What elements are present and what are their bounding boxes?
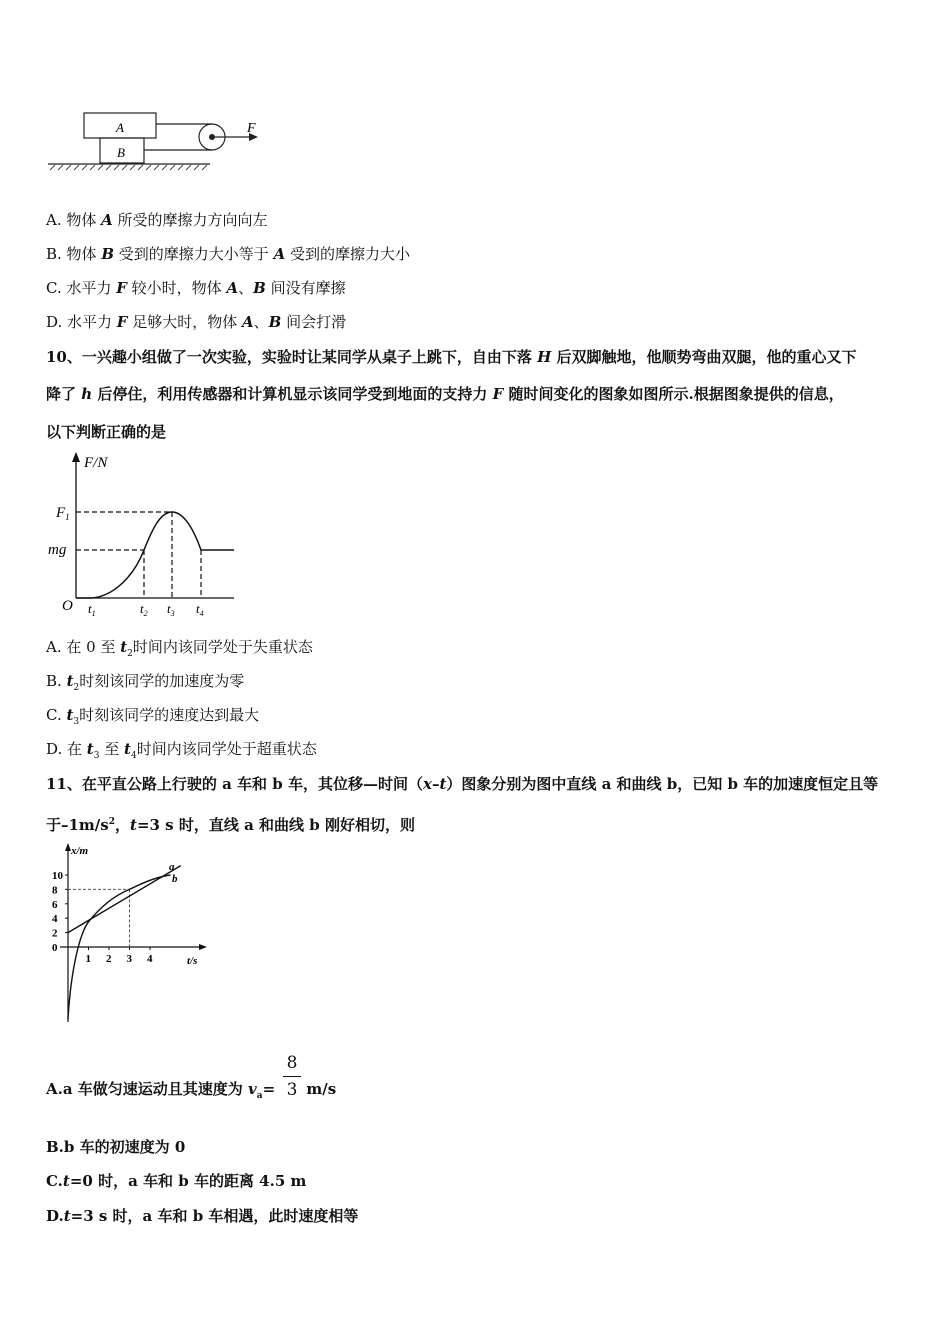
q10-option-d: D. 在 $t_3$ 至 $t_4$时间内该同学处于超重状态: [46, 740, 317, 761]
force-curve: [76, 512, 234, 598]
y-tick-label: 6: [52, 898, 58, 911]
y-tick-label: 10: [52, 870, 63, 882]
q11-option-d: D.t=3 s 时，a 车和 b 车相遇，此时速度相等: [46, 1207, 359, 1225]
y-tick-label: 4: [52, 913, 58, 926]
label-b: B: [117, 145, 125, 160]
q11-stem-line2: 于$-1m/s^2$，t=3 s 时，直线 a 和曲线 b 刚好相切，则: [46, 816, 415, 834]
q10-option-c: C. $t_3$时刻该同学的速度达到最大: [46, 706, 260, 727]
fraction-numerator: 8: [286, 1053, 298, 1073]
x-tick-label: 3: [126, 953, 132, 965]
q10-stem-line1: 10、一兴趣小组做了一次实验，实验时让某同学从桌子上跳下，自由下落 H 后双脚触地，他顺势弯曲双腿，他的重心又下: [46, 348, 857, 366]
q11-option-c: C.t=0 时，a 车和 b 车的距离 4.5 m: [46, 1172, 307, 1190]
q11-option-b: B.b 车的初速度为 0: [46, 1138, 186, 1156]
series-label-b: b: [172, 873, 178, 885]
label-t2: $t_2$: [140, 601, 148, 618]
block-pulley-figure: [44, 108, 274, 174]
fraction-denominator: 3: [286, 1080, 298, 1100]
label-t1: $t_1$: [88, 601, 96, 618]
force-time-graph: [44, 450, 244, 622]
axis-label-x: x/m: [71, 845, 89, 857]
q10-stem-line3: 以下判断正确的是: [46, 423, 167, 441]
axis-label-f: F/N: [84, 455, 108, 471]
q11-stem-line1: 11、在平直公路上行驶的 a 车和 b 车，其位移—时间（x–t）图象分别为图中直线 a 和曲线 b，已知 b 车的加速度恒定且等: [46, 775, 879, 793]
label-mg: mg: [48, 542, 67, 558]
q10-option-b: B. $t_2$时刻该同学的加速度为零: [46, 672, 245, 693]
position-time-graph: [44, 840, 219, 1025]
x-tick-label: 4: [147, 953, 153, 965]
q11-option-a: A.a 车做匀速运动且其速度为 $v_a= m/s$: [46, 1080, 337, 1101]
q9-option-b: B. 物体 B 受到的摩擦力大小等于 A 受到的摩擦力大小: [46, 245, 410, 263]
series-label-a: a: [169, 861, 175, 873]
q9-option-d: D. 水平力 F 足够大时，物体 A、B 间会打滑: [46, 313, 347, 331]
q10-stem-line2: 降了 h 后停住，利用传感器和计算机显示该同学受到地面的支持力 F 随时间变化的图象如图所示.根据图象提供的信息，: [46, 385, 844, 403]
q9-option-a: A. 物体 A 所受的摩擦力方向向左: [46, 211, 268, 229]
label-t4: $t_4$: [196, 601, 204, 618]
x-tick-label: 2: [106, 953, 112, 965]
q10-option-a: A. 在 0 至 $t_2$时间内该同学处于失重状态: [46, 638, 313, 659]
y-tick-label: 0: [52, 942, 58, 954]
y-tick-label: 8: [52, 884, 58, 897]
velocity-fraction: [281, 1050, 303, 1103]
label-t3: $t_3$: [167, 601, 175, 618]
label-a: A: [116, 120, 124, 135]
label-f1: $F_1$: [56, 505, 70, 522]
axis-label-t: t/s: [187, 955, 198, 967]
label-f: F: [247, 121, 256, 136]
x-tick-label: 1: [85, 953, 91, 965]
label-origin: O: [62, 598, 73, 614]
y-tick-label: 2: [52, 927, 58, 940]
q9-option-c: C. 水平力 F 较小时，物体 A、B 间没有摩擦: [46, 279, 346, 297]
